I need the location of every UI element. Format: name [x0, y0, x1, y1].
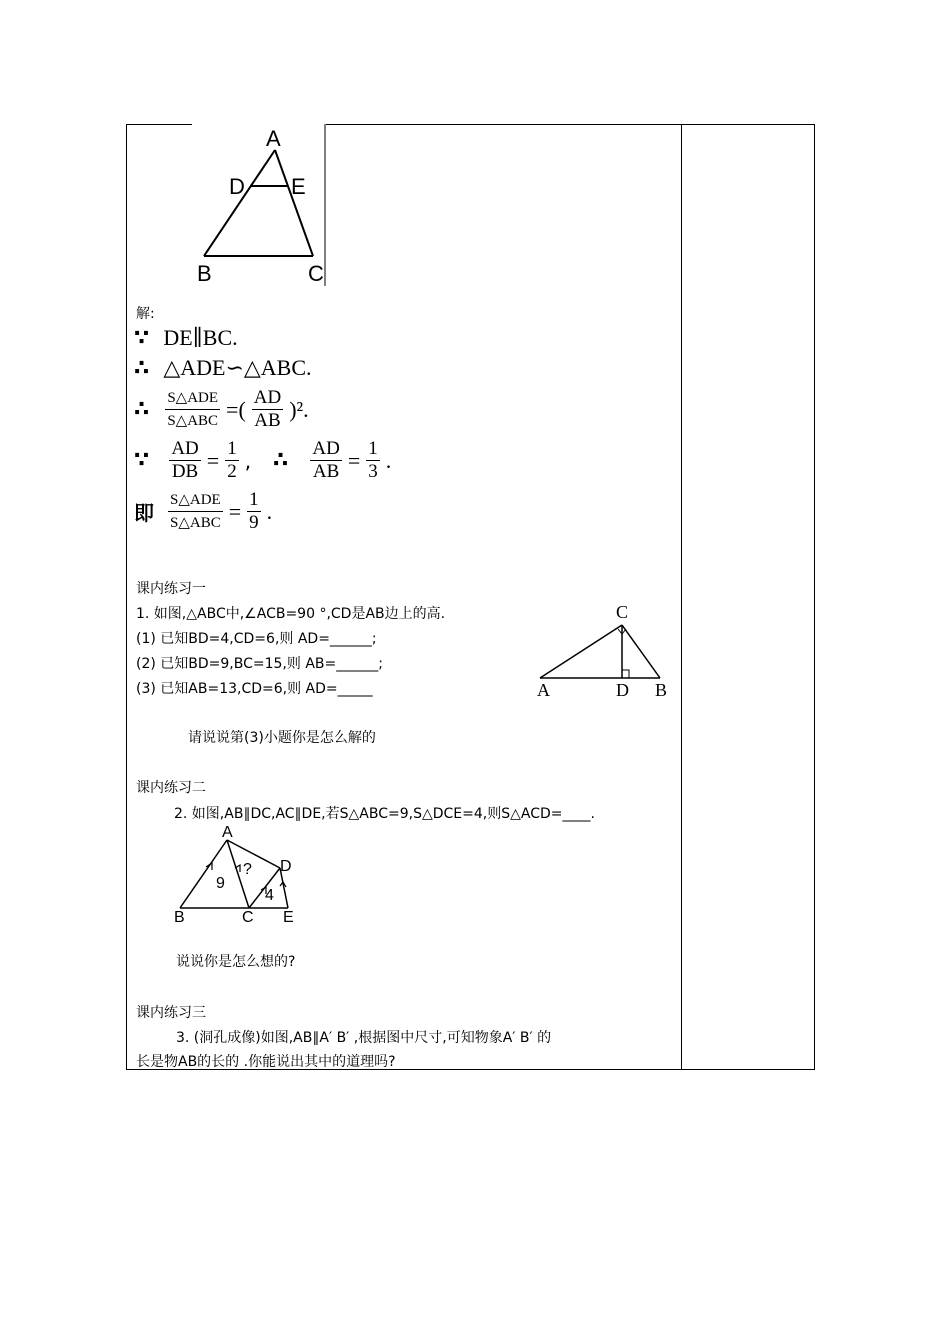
exercise-2-prompt: 说说你是怎么想的?: [176, 954, 296, 970]
parallel-lines-triangles-figure: [170, 822, 305, 926]
area-ratio-fraction-2: $\frac{\text{S△ADE}}{\text{S△ABC}}$: [168, 489, 223, 534]
third-fraction: $\frac{1}{3}$: [368, 438, 378, 482]
vertex-e-label: E: [283, 909, 294, 926]
ninth-fraction: $\frac{1}{9}$: [249, 489, 259, 533]
area-9-label: 9: [216, 875, 225, 892]
exercise-1-title: 课内练习一: [136, 581, 206, 597]
step-4-comma: ,: [244, 448, 252, 473]
therefore-symbol: ∴: [273, 448, 289, 473]
vertex-e-label: E: [291, 174, 306, 199]
exercise-3-title: 课内练习三: [136, 1005, 206, 1021]
step-3-eq: =(: [226, 396, 246, 422]
right-triangle-altitude-figure: [530, 598, 675, 702]
vertex-a-label: A: [537, 680, 550, 700]
because-symbol: ∵: [134, 325, 150, 351]
vertex-a-label: A: [266, 126, 281, 151]
exercise-3-line-2: 长是物AB的长的 .你能说出其中的道理吗?: [136, 1054, 396, 1070]
vertex-c-label: C: [242, 909, 254, 926]
exercise-1-prompt: 请说说第(3)小题你是怎么解的: [188, 730, 376, 746]
step-4-eq: =: [206, 447, 220, 473]
exercise-1-part-1: (1) 已知BD=4,CD=6,则 AD=______;: [136, 631, 377, 647]
vertex-d-label: D: [280, 858, 292, 875]
unknown-area-label: ?: [243, 861, 252, 878]
solution-step-2: [134, 355, 312, 381]
step-2-text: △ADE∽△ABC.: [163, 355, 312, 380]
step-5-tail: .: [266, 498, 273, 524]
exercise-1-question: 1. 如图,△ABC中,∠ACB=90 °,CD是AB边上的高.: [136, 606, 446, 622]
step-1-text: DE∥BC.: [163, 325, 238, 350]
exercise-2-title: 课内练习二: [136, 780, 206, 796]
step-5-eq: =: [228, 498, 242, 524]
step-5-prefix: 即: [134, 501, 154, 525]
solution-step-4: [134, 438, 391, 483]
solution-step-1: [134, 325, 238, 351]
triangle-ade-abc-figure: [192, 124, 328, 286]
ad-db-fraction: $\frac{AD}{DB}$: [171, 438, 199, 482]
vertex-c-label: C: [616, 602, 629, 622]
side-ratio-fraction: $\frac{AD}{AB}$: [253, 387, 282, 431]
vertex-a-label: A: [222, 824, 233, 841]
ad-ab-fraction: $\frac{AD}{AB}$: [312, 438, 340, 482]
vertex-d-label: D: [616, 680, 629, 700]
vertex-b-label: B: [174, 909, 185, 926]
therefore-symbol: ∴: [134, 355, 150, 381]
column-divider: [681, 124, 682, 1070]
area-ratio-fraction: $\frac{\text{S△ADE}}{\text{S△ABC}}$: [165, 387, 220, 432]
vertex-c-label: C: [308, 261, 324, 286]
solution-step-5: [134, 489, 272, 534]
step-3-tail: )².: [289, 396, 309, 422]
solution-step-3: [134, 387, 309, 432]
exercise-1-part-3: (3) 已知AB=13,CD=6,则 AD=_____: [136, 681, 373, 697]
exercise-1-part-2: (2) 已知BD=9,BC=15,则 AB=______;: [136, 656, 383, 672]
half-fraction: $\frac{1}{2}$: [227, 438, 237, 482]
solution-label: 解:: [136, 306, 155, 322]
step-4-eq2: =: [347, 447, 361, 473]
vertex-b-label: B: [655, 680, 668, 700]
step-4-tail: .: [385, 447, 392, 473]
vertex-b-label: B: [197, 261, 212, 286]
vertex-d-label: D: [229, 174, 245, 199]
therefore-symbol: ∴: [134, 397, 150, 422]
exercise-2-question: 2. 如图,AB∥DC,AC∥DE,若S△ABC=9,S△DCE=4,则S△ACD=____.: [174, 806, 595, 822]
area-4-label: 4: [265, 887, 274, 904]
exercise-3-line-1: 3. (洞孔成像)如图,AB∥A′ B′ ,根据图中尺寸,可知物象A′ B′ 的: [176, 1030, 552, 1046]
because-symbol: ∵: [134, 448, 150, 473]
